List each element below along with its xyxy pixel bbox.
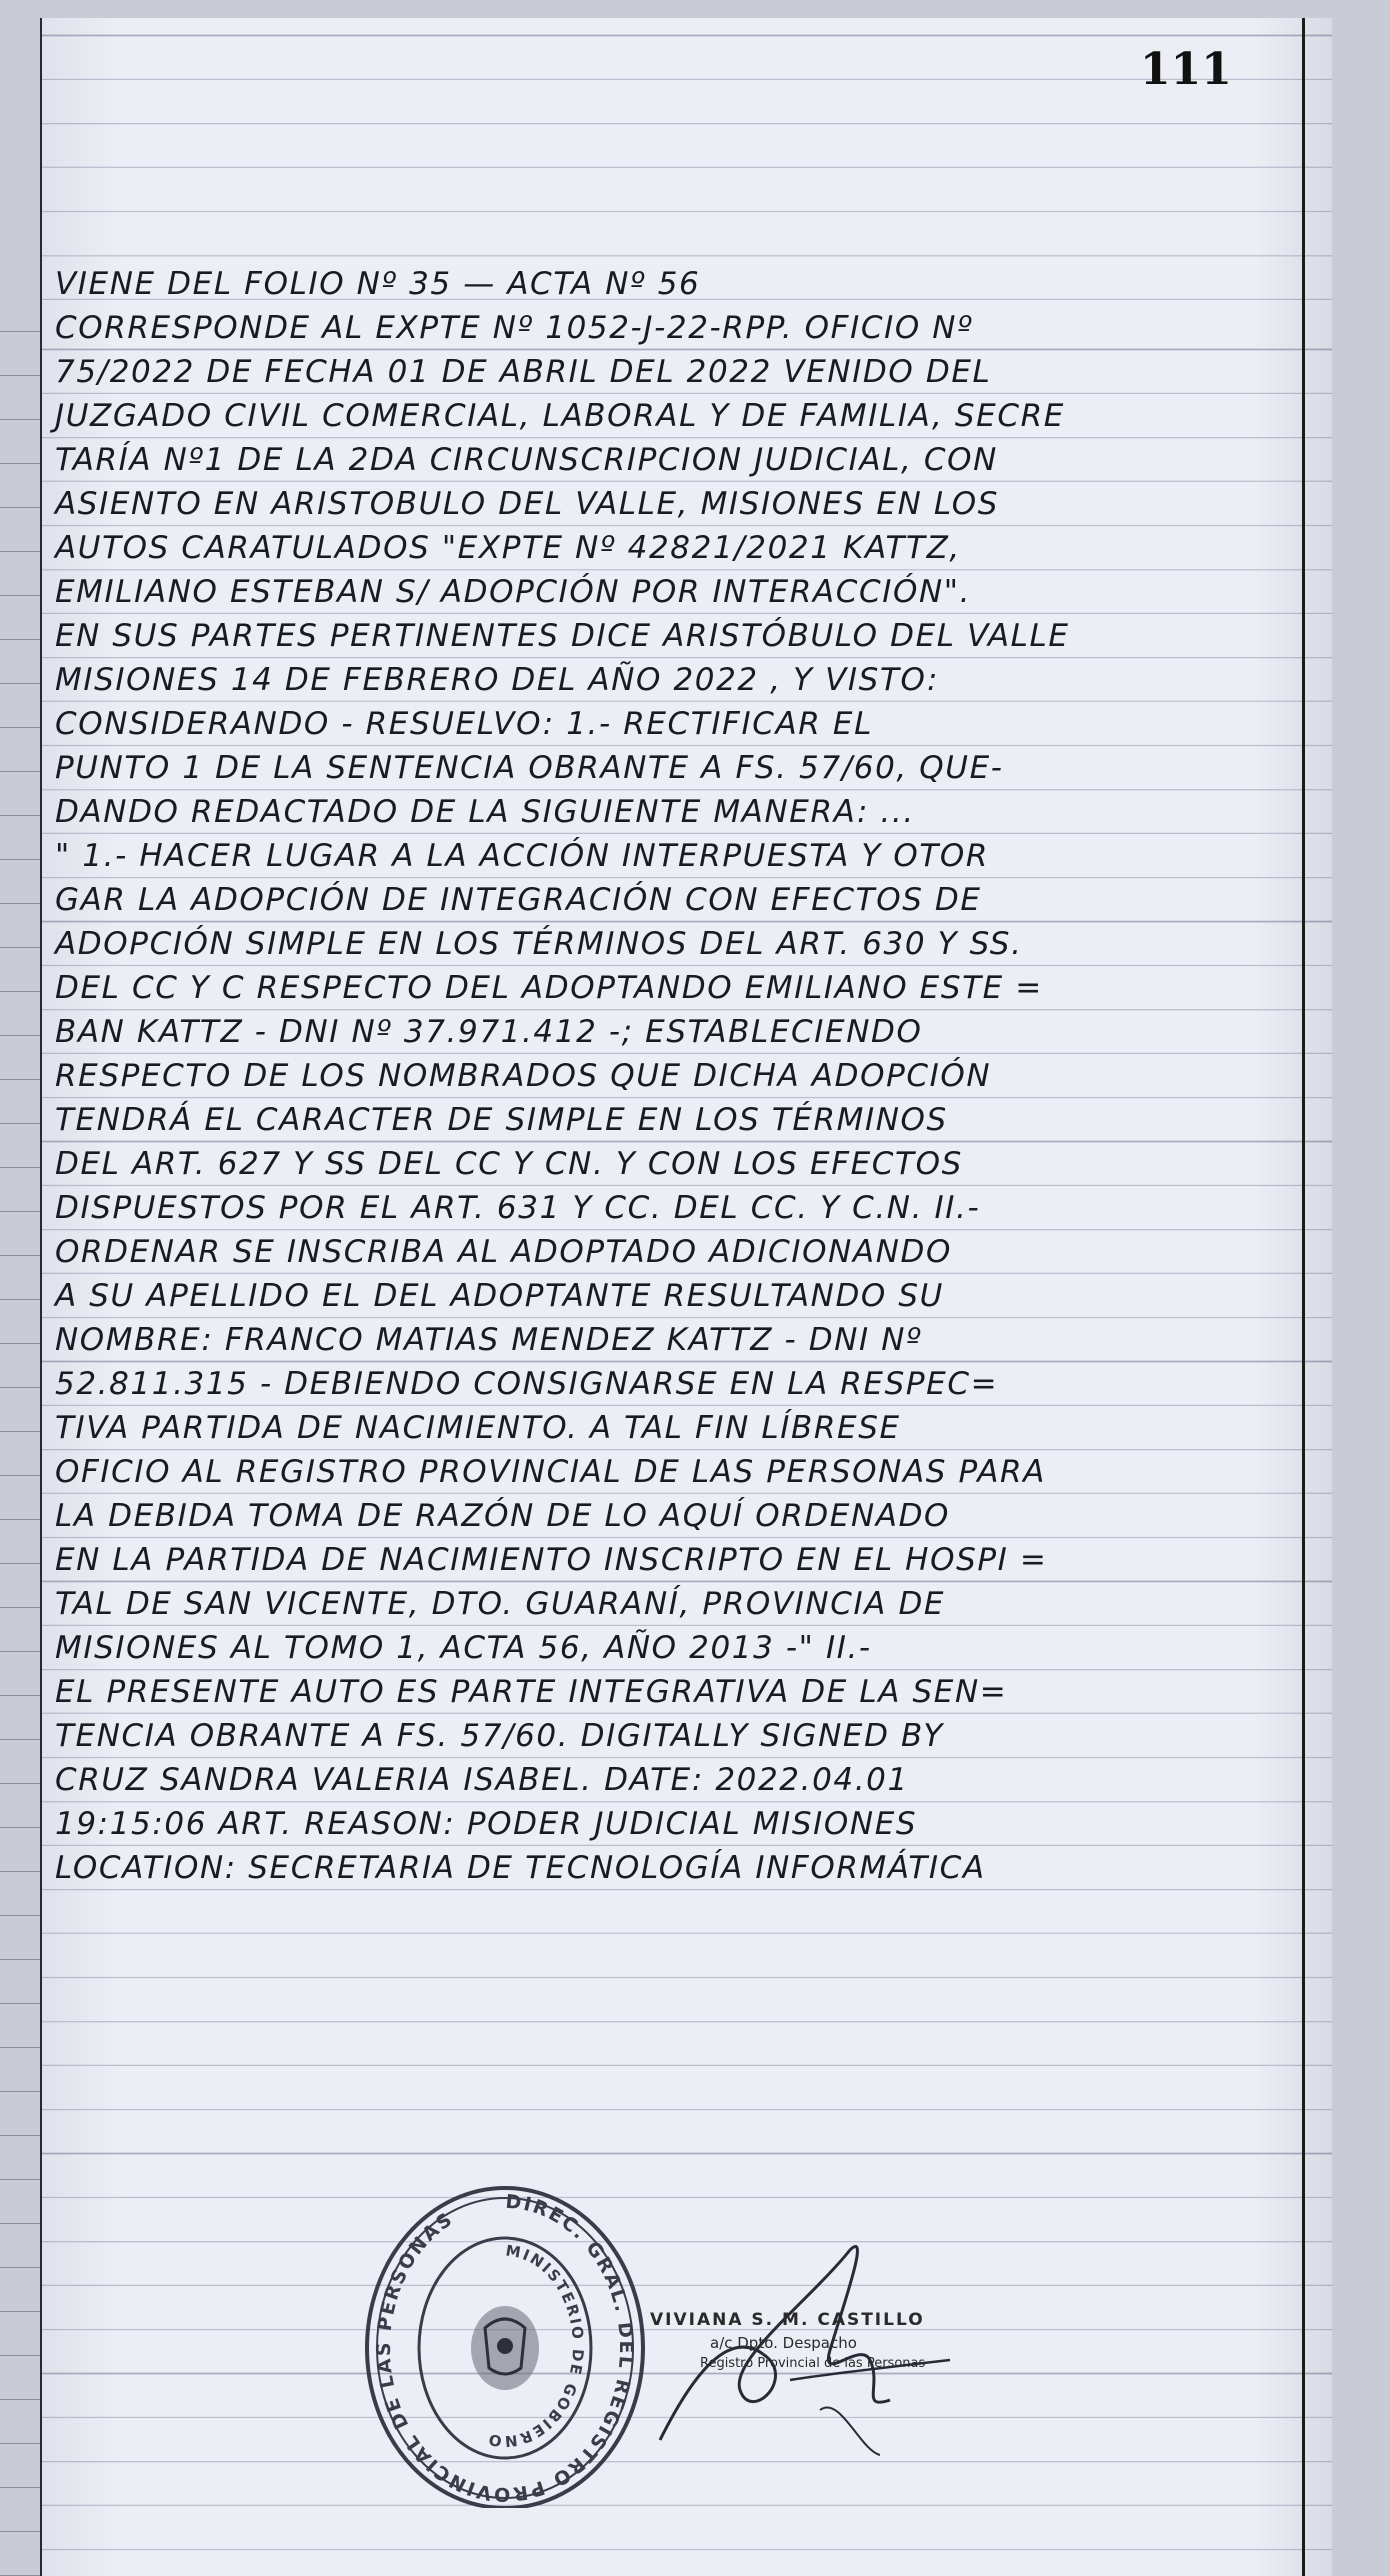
record-line: DEL ART. 627 Y SS DEL CC Y CN. Y CON LOS EFECTOS — [55, 1146, 963, 1182]
record-line: 75/2022 DE FECHA 01 DE ABRIL DEL 2022 VENIDO DEL — [55, 354, 992, 390]
record-line: EN LA PARTIDA DE NACIMIENTO INSCRIPTO EN EL HOSPI = — [55, 1542, 1048, 1578]
record-line: 19:15:06 ART. REASON: PODER JUDICIAL MISIONES — [55, 1806, 918, 1842]
record-line: TIVA PARTIDA DE NACIMIENTO. A TAL FIN LÍBRESE — [55, 1410, 901, 1446]
stamp-outer-text: DIREC. GRAL. DEL REGISTRO PROVINCIAL DE LAS PERSONAS — [372, 2190, 637, 2506]
record-line: CONSIDERANDO - RESUELVO: 1.- RECTIFICAR EL — [55, 706, 873, 742]
signer-name: VIVIANA S. M. CASTILLO — [650, 2310, 925, 2330]
record-line: PUNTO 1 DE LA SENTENCIA OBRANTE A FS. 57/60, QUE- — [55, 750, 1004, 786]
handwritten-record — [55, 262, 1275, 1890]
record-line: 52.811.315 - DEBIENDO CONSIGNARSE EN LA RESPEC= — [55, 1366, 999, 1402]
stamp-inner-text: MINISTERIO DE GOBIERNO — [485, 2241, 588, 2451]
record-line: DISPUESTOS POR EL ART. 631 Y CC. DEL CC. Y C.N. II.- — [55, 1190, 981, 1226]
signer-role: a/c Dpto. Despacho — [710, 2334, 857, 2352]
record-line: A SU APELLIDO EL DEL ADOPTANTE RESULTANDO SU — [55, 1278, 944, 1314]
record-line: ADOPCIÓN SIMPLE EN LOS TÉRMINOS DEL ART. 630 Y SS. — [55, 926, 1023, 962]
official-stamp — [360, 2178, 650, 2508]
record-line: CORRESPONDE AL EXPTE Nº 1052-J-22-RPP. OFICIO Nº — [55, 310, 974, 346]
record-line: EMILIANO ESTEBAN S/ ADOPCIÓN POR INTERACCIÓN". — [55, 574, 972, 610]
record-line: LA DEBIDA TOMA DE RAZÓN DE LO AQUÍ ORDENADO — [55, 1498, 951, 1534]
record-line: BAN KATTZ - DNI Nº 37.971.412 -; ESTABLECIENDO — [55, 1014, 923, 1050]
record-line: ORDENAR SE INSCRIBA AL ADOPTADO ADICIONANDO — [55, 1234, 952, 1270]
record-line: EL PRESENTE AUTO ES PARTE INTEGRATIVA DE LA SEN= — [55, 1674, 1008, 1710]
record-line: OFICIO AL REGISTRO PROVINCIAL DE LAS PERSONAS PARA — [55, 1454, 1046, 1490]
record-line: RESPECTO DE LOS NOMBRADOS QUE DICHA ADOPCIÓN — [55, 1058, 992, 1094]
folio-number: 111 — [1140, 44, 1232, 95]
record-line: JUZGADO CIVIL COMERCIAL, LABORAL Y DE FAMILIA, SECRE — [55, 398, 1065, 434]
margin-dotted-rules — [0, 288, 40, 2576]
record-line: " 1.- HACER LUGAR A LA ACCIÓN INTERPUESTA Y OTOR — [55, 838, 989, 874]
record-line: NOMBRE: FRANCO MATIAS MENDEZ KATTZ - DNI Nº — [55, 1322, 923, 1358]
record-line: TAL DE SAN VICENTE, DTO. GUARANÍ, PROVINCIA DE — [55, 1586, 946, 1622]
record-line: MISIONES 14 DE FEBRERO DEL AÑO 2022 , Y VISTO: — [55, 662, 940, 698]
record-line: DEL CC Y C RESPECTO DEL ADOPTANDO EMILIANO ESTE = — [55, 970, 1043, 1006]
record-line: TARÍA Nº1 DE LA 2DA CIRCUNSCRIPCION JUDICIAL, CON — [55, 442, 998, 478]
record-line: TENCIA OBRANTE A FS. 57/60. DIGITALLY SIGNED BY — [55, 1718, 944, 1754]
record-line: CRUZ SANDRA VALERIA ISABEL. DATE: 2022.04.01 — [55, 1762, 909, 1798]
record-line: GAR LA ADOPCIÓN DE INTEGRACIÓN CON EFECTOS DE — [55, 882, 982, 918]
record-line: LOCATION: SECRETARIA DE TECNOLOGÍA INFORMÁTICA — [55, 1850, 986, 1886]
record-line: EN SUS PARTES PERTINENTES DICE ARISTÓBULO DEL VALLE — [55, 618, 1070, 654]
signature-stamp-block — [650, 2310, 990, 2371]
record-line: AUTOS CARATULADOS "EXPTE Nº 42821/2021 KATTZ, — [55, 530, 961, 566]
record-line: VIENE DEL FOLIO Nº 35 — ACTA Nº 56 — [55, 266, 701, 302]
record-line: TENDRÁ EL CARACTER DE SIMPLE EN LOS TÉRMINOS — [55, 1102, 948, 1138]
record-line: DANDO REDACTADO DE LA SIGUIENTE MANERA: ... — [55, 794, 915, 830]
record-line: ASIENTO EN ARISTOBULO DEL VALLE, MISIONES EN LOS — [55, 486, 1000, 522]
right-margin-rule — [1302, 18, 1305, 2576]
coat-of-arms-emblem — [471, 2306, 539, 2390]
signer-office: Registro Provincial de las Personas — [700, 2356, 926, 2371]
record-line: MISIONES AL TOMO 1, ACTA 56, AÑO 2013 -" II.- — [55, 1630, 872, 1666]
